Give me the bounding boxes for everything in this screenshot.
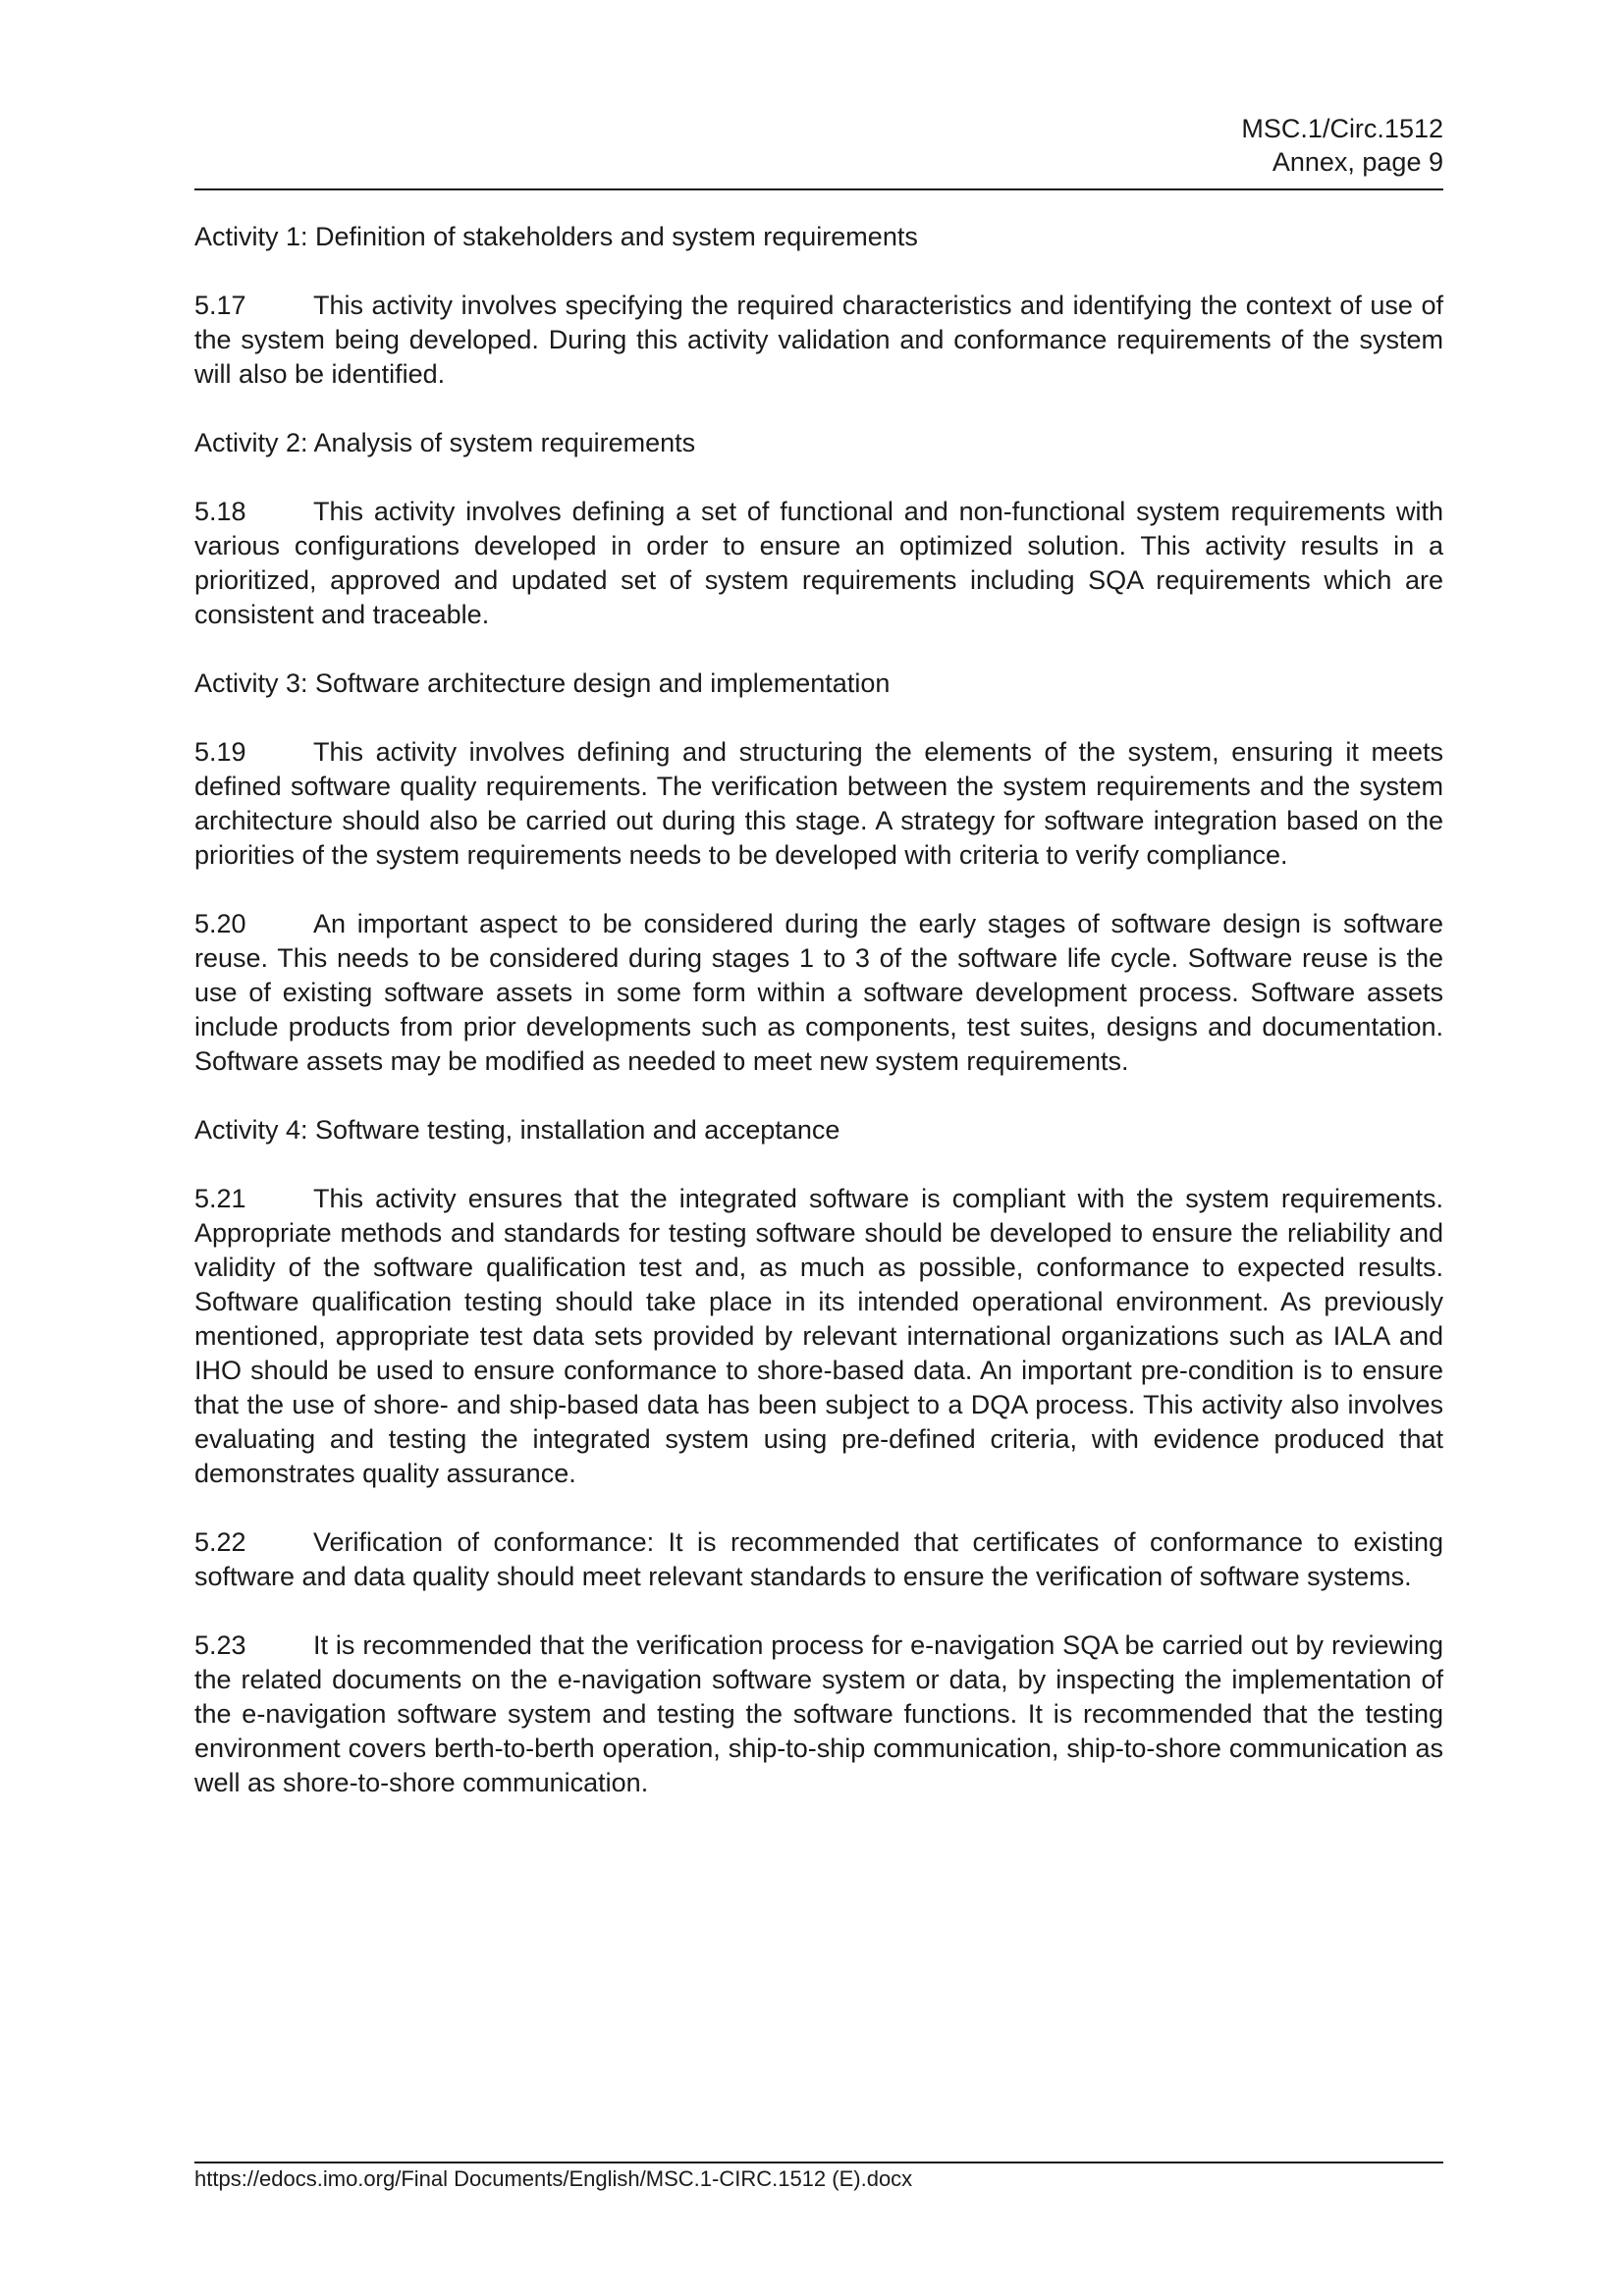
document-body — [194, 220, 1443, 1835]
footer-document-path: https://edocs.imo.org/Final Documents/English/MSC.1-CIRC.1512 (E).docx — [194, 2166, 913, 2191]
document-reference: MSC.1/Circ.1512 — [1241, 114, 1443, 143]
footer-divider — [194, 2162, 1443, 2163]
paragraph-text: It is recommended that the verification process for e-navigation SQA be carried out by reviewing the related documents on the e-navigation software system or data, by inspecting the implementation of the e-navigation software system and testing the software functions. It is recommended that the testing environment covers berth-to-berth operation, ship-to-ship communication, ship-to-shore communication as well as shore-to-shore communication. — [194, 1630, 1443, 1797]
paragraph-number: 5.18 — [194, 497, 246, 526]
paragraph-number: 5.21 — [194, 1184, 246, 1213]
paragraph — [194, 495, 1443, 632]
paragraph-text: This activity involves defining and structuring the elements of the system, ensuring it meets defined software quality requirements. The verification between the system requirements and the system architecture should also be carried out during this stage. A strategy for software integration based on the priorities of the system requirements needs to be developed with criteria to verify compliance. — [194, 737, 1443, 870]
paragraph-text: Verification of conformance: It is recommended that certificates of conformance to existing software and data quality should meet relevant standards to ensure the verification of software systems. — [194, 1527, 1443, 1591]
section-heading: Activity 2: Analysis of system requirements — [194, 428, 696, 457]
paragraph-number: 5.20 — [194, 909, 246, 938]
paragraph-text: This activity involves specifying the required characteristics and identifying the context of use of the system being developed. During this activity validation and conformance requirements of the system will also be identified. — [194, 291, 1443, 389]
section-heading: Activity 4: Software testing, installation and acceptance — [194, 1115, 840, 1145]
paragraph — [194, 907, 1443, 1079]
paragraph — [194, 289, 1443, 392]
paragraph — [194, 1629, 1443, 1800]
paragraph — [194, 735, 1443, 873]
section-heading: Activity 3: Software architecture design and implementation — [194, 668, 891, 698]
paragraph-text: This activity ensures that the integrated software is compliant with the system requirements. Appropriate methods and standards for testing software should be developed to ensure the reliability and validity of the software qualification test and, as much as possible, conformance to expected results. Software qualification testing should take place in its intended operational environment. As previously mentioned, appropriate test data sets provided by relevant international organizations such as IALA and IHO should be used to ensure conformance to shore-based data. An important pre-condition is to ensure that the use of shore- and ship-based data has been subject to a DQA process. This activity also involves evaluating and testing the integrated system using pre-defined criteria, with evidence produced that demonstrates quality assurance. — [194, 1184, 1443, 1488]
page-header — [194, 112, 1443, 179]
paragraph-number: 5.19 — [194, 737, 246, 767]
paragraph — [194, 1525, 1443, 1594]
paragraph-number: 5.22 — [194, 1527, 246, 1557]
page-label: Annex, page 9 — [1272, 147, 1443, 177]
paragraph-number: 5.23 — [194, 1630, 246, 1660]
paragraph-number: 5.17 — [194, 291, 246, 320]
paragraph — [194, 1182, 1443, 1491]
paragraph-text: This activity involves defining a set of functional and non-functional system requirements with various configurations developed in order to ensure an optimized solution. This activity results in a prioritized, approved and updated set of system requirements including SQA requirements which are consistent and traceable. — [194, 497, 1443, 629]
section-heading: Activity 1: Definition of stakeholders and system requirements — [194, 222, 918, 251]
paragraph-text: An important aspect to be considered during the early stages of software design is software reuse. This needs to be considered during stages 1 to 3 of the software life cycle. Software reuse is the use of existing software assets in some form within a software development process. Software assets include products from prior developments such as components, test suites, designs and documentation. Software assets may be modified as needed to meet new system requirements. — [194, 909, 1443, 1076]
header-divider — [194, 188, 1443, 190]
